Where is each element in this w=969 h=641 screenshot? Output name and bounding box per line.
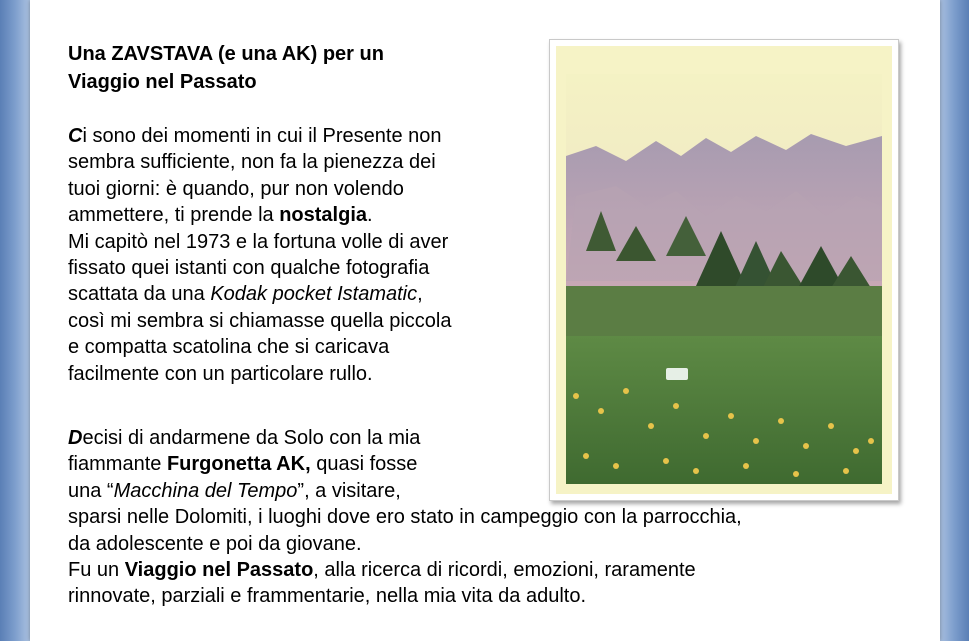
- paragraph-1: Ci sono dei momenti in cui il Presente non sembra sufficiente, non fa la pienezza dei tuoi giorni: è quando, pur non volendo ammettere, ti prende la nostalgia. Mi capitò nel 1973 e la fortuna volle di aver fissato quei istanti con qualche fotografia scattata da una Kodak pocket Istamatic, così mi sembra si chiamasse quella piccola e compatta scatolina che si caricava facilmente con un particolare rullo.: [68, 125, 452, 385]
- drop-cap-d: D: [68, 427, 83, 449]
- drop-cap-c: C: [68, 125, 83, 147]
- emphasis-kodak: Kodak pocket Istamatic: [210, 283, 418, 306]
- title-line-1: Una ZAVSTAVA (e una AK) per un: [68, 43, 384, 65]
- title-line-2: Viaggio nel Passato: [68, 71, 257, 93]
- emphasis-macchina: Macchina del Tempo: [113, 479, 298, 502]
- photo-illustration: [556, 46, 892, 494]
- emphasis-furgonetta: Furgonetta AK,: [166, 453, 311, 476]
- emphasis-nostalgia: nostalgia: [279, 204, 368, 227]
- document-title: [68, 40, 384, 96]
- emphasis-viaggio: Viaggio nel Passato: [124, 559, 314, 582]
- mountain-meadow-photo: [556, 46, 892, 494]
- van-in-photo: [666, 368, 688, 380]
- vintage-photo-frame: [549, 39, 899, 501]
- paragraph-2: Decisi di andarmene da Solo con la mia fiammante Furgonetta AK, quasi fosse una “Macchina del Tempo”, a visitare, sparsi nelle Dolomiti, i luoghi dove ero stato in campeggio con la parrocchia, da adolescente e poi da giovane. Fu un Viaggio nel Passato, alla ricerca di ricordi, emozioni, raramente rinnovate, parziali e frammentarie, nella mia vita da adulto.: [68, 427, 742, 608]
